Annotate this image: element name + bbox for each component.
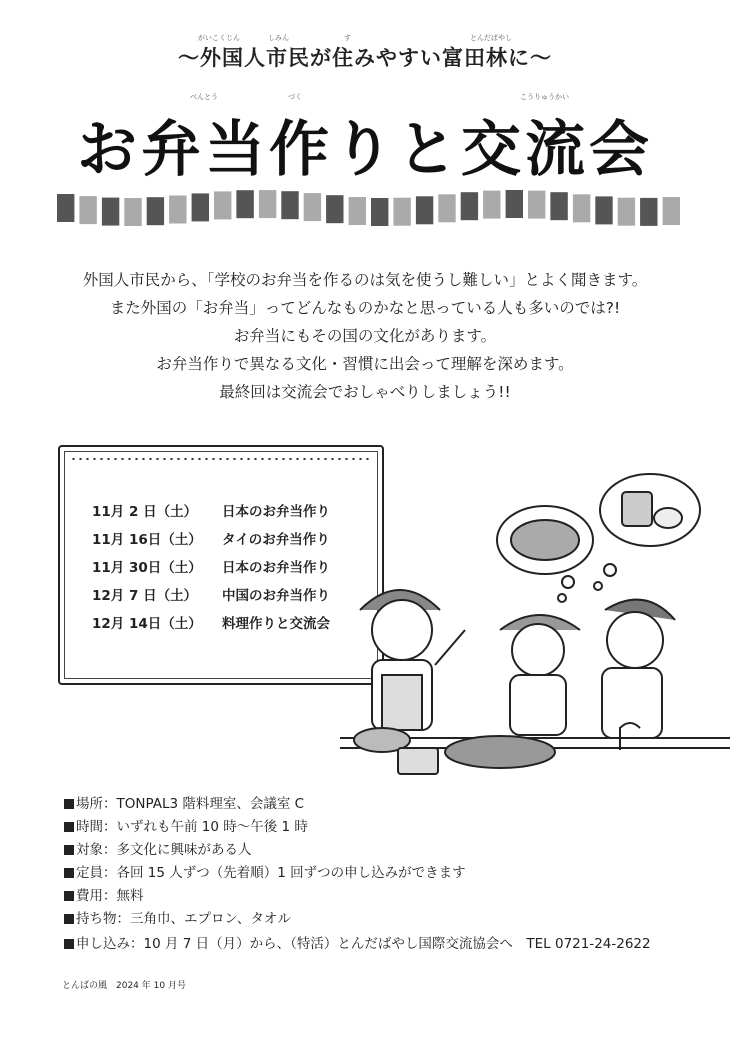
square-bullet-icon: [64, 845, 74, 855]
ruby-su: す: [344, 34, 351, 42]
info-row-capacity: 定員：各回 15 人ずつ（先着順）1 回ずつの申し込みができます: [64, 861, 466, 881]
info-row-belongings: 持ち物：三角巾、エプロン、タオル: [64, 907, 291, 927]
schedule-row: [92, 556, 330, 576]
stripe-block: [371, 198, 388, 226]
stripe-block: [573, 194, 590, 222]
schedule-date: 12月 14日（土）: [92, 616, 202, 632]
event-title: お弁当作りと交流会: [77, 115, 653, 185]
stripe-block: [349, 197, 366, 225]
stripe-block: [57, 194, 74, 222]
square-bullet-icon: [64, 891, 74, 901]
cooking-children-illustration: [340, 470, 730, 790]
schedule-date: 11月 30日（土）: [92, 560, 202, 576]
square-bullet-icon: [64, 822, 74, 832]
square-bullet-icon: [64, 799, 74, 809]
stripe-block: [618, 198, 635, 226]
stripe-block: [528, 191, 545, 219]
newsletter-footer: とんばの風 2024 年 10 月号: [62, 981, 186, 991]
stripe-block: [214, 191, 231, 219]
schedule-event: 料理作りと交流会: [222, 616, 330, 632]
ruby-shimin: しみん: [268, 34, 289, 42]
schedule-row: [92, 584, 330, 604]
square-bullet-icon: [64, 914, 74, 924]
info-row-fee: 費用：無料: [64, 884, 144, 904]
schedule-event: 中国のお弁当作り: [222, 588, 330, 604]
decorative-stripe-band: [55, 188, 683, 228]
board-dotted-border: [70, 456, 372, 462]
stripe-block: [595, 196, 612, 224]
schedule-date: 11月 16日（土）: [92, 532, 202, 548]
schedule-date: 12月 7 日（土）: [92, 588, 198, 604]
square-bullet-icon: [64, 868, 74, 878]
ruby-kouryuukai: こうりゅうかい: [520, 93, 569, 101]
ruby-tondabayashi: とんだばやし: [470, 34, 512, 42]
stripe-block: [236, 190, 253, 218]
info-row-application: 申し込み：10 月 7 日（月）から、（特活）とんだばやし国際交流協会へ TEL 0721-24-2622: [64, 932, 651, 952]
intro-line-3: お弁当にもその国の文化があります。: [233, 327, 497, 345]
info-row-target: 対象：多文化に興味がある人: [64, 838, 252, 858]
stripe-block: [169, 196, 186, 224]
stripe-block: [640, 198, 657, 226]
intro-line-5: 最終回は交流会でおしゃべりしましょう!!: [219, 383, 511, 401]
schedule-event: 日本のお弁当作り: [222, 504, 330, 520]
stripe-block: [147, 197, 164, 225]
schedule-date: 11月 2 日（土）: [92, 504, 198, 520]
stripe-block: [550, 192, 567, 220]
stripe-block: [393, 198, 410, 226]
event-subtitle: 〜外国人市民が住みやすい富田林に〜: [178, 46, 552, 70]
ruby-gaikokujin: がいこくじん: [198, 34, 240, 42]
stripe-block: [259, 190, 276, 218]
stripe-block: [79, 196, 96, 224]
stripe-block: [438, 194, 455, 222]
info-row-time: 時間：いずれも午前 10 時〜午後 1 時: [64, 815, 308, 835]
schedule-event: 日本のお弁当作り: [222, 560, 330, 576]
stripe-block: [281, 191, 298, 219]
square-bullet-icon: [64, 939, 74, 949]
stripe-block: [326, 195, 343, 223]
stripe-block: [506, 190, 523, 218]
stripe-block: [304, 193, 321, 221]
ruby-zuku: づく: [288, 93, 302, 101]
ruby-bentou: べんとう: [190, 93, 218, 101]
intro-line-2: また外国の「お弁当」ってどんなものかなと思っている人も多いのでは?!: [109, 299, 621, 317]
stripe-block: [102, 198, 119, 226]
intro-line-1: 外国人市民から、「学校のお弁当を作るのは気を使うし難しい」とよく聞きます。: [82, 271, 648, 289]
intro-line-4: お弁当作りで異なる文化・習慣に出会って理解を深めます。: [156, 355, 574, 373]
stripe-block: [416, 196, 433, 224]
info-row-place: 場所：TONPAL3 階料理室、会議室 C: [64, 792, 304, 812]
stripe-block: [483, 191, 500, 219]
stripe-block: [124, 198, 141, 226]
stripe-block: [663, 197, 680, 225]
stripe-block: [192, 193, 209, 221]
schedule-event: タイのお弁当作り: [222, 532, 330, 548]
schedule-row: [92, 612, 330, 632]
schedule-row: [92, 528, 330, 548]
stripe-block: [461, 192, 478, 220]
schedule-row: [92, 500, 330, 520]
